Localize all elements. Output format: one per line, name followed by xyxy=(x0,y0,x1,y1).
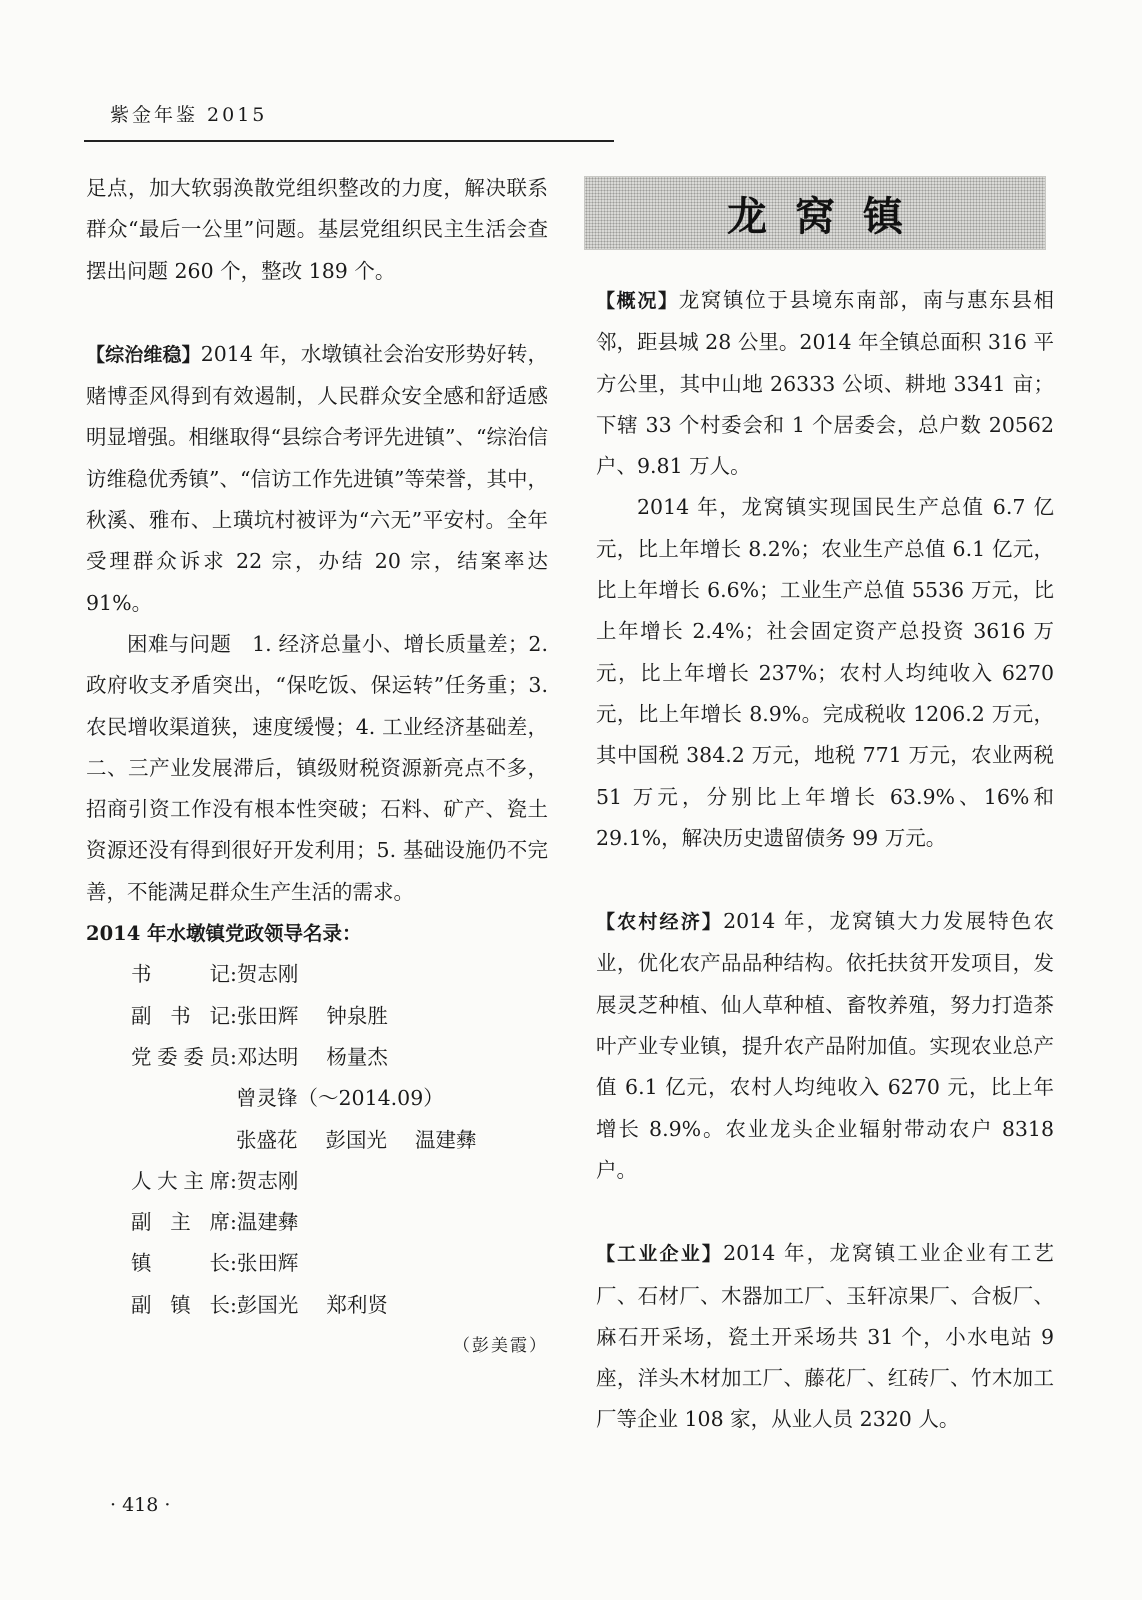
leader-role: 人大主席 xyxy=(131,1168,230,1193)
overview-paragraph xyxy=(596,280,1054,487)
leader-name: 温建彝 xyxy=(236,1210,299,1235)
leader-name: 彭国光 xyxy=(236,1292,299,1317)
leader-name: 彭国光 xyxy=(325,1127,387,1152)
leader-role: 副主席 xyxy=(131,1210,230,1235)
left-column xyxy=(86,168,548,1367)
leader-sep: : xyxy=(230,1210,237,1235)
leader-sep: : xyxy=(230,1044,237,1069)
leader-sep: : xyxy=(230,1003,237,1028)
leaders-title: 2014 年水墩镇党政领导名录： xyxy=(86,922,362,946)
overview-tag: 【概况】 xyxy=(596,290,679,312)
author-credit: （彭美霞） xyxy=(453,1336,548,1357)
leader-name: 温建彝 xyxy=(415,1127,477,1152)
section-title: 龙窝镇 xyxy=(727,193,931,240)
leader-sep: : xyxy=(230,962,237,987)
rural-tag: 【农村经济】 xyxy=(596,911,724,934)
leader-sep: : xyxy=(230,1168,237,1193)
leader-sep: : xyxy=(230,1251,237,1276)
leader-row-committee-cont xyxy=(86,1078,548,1119)
leader-row-vice-mayor xyxy=(86,1285,548,1326)
leader-name: 钟泉胜 xyxy=(326,1003,388,1028)
section-title-banner xyxy=(584,176,1046,250)
overview-text: 龙窝镇位于县境东南部，南与惠东县相邻，距县城 28 公里。2014 年全镇总面积 316 平方公里，其中山地 26333 公顷、耕地 3341 亩；下辖 33 个村委会和 1 个居委会，总户数 20562 户、9.81 万人。 xyxy=(596,288,1054,479)
running-header: 紫金年鉴 2015 xyxy=(110,104,268,126)
leader-row-deputy-secretary xyxy=(86,996,548,1037)
leader-name: 郑利贤 xyxy=(326,1292,388,1317)
leader-name: 张田辉 xyxy=(236,1003,299,1028)
leader-role: 镇长 xyxy=(131,1251,230,1276)
leader-name: 曾灵锋（～2014.09） xyxy=(236,1086,444,1111)
leader-role: 书记 xyxy=(131,962,230,987)
rural-text: 2014 年，龙窝镇大力发展特色农业，优化农产品品种结构。依托扶贫开发项目，发展灵芝种植、仙人草种植、畜牧养殖，努力打造茶叶产业专业镇，提升农产品附加值。实现农业总产值 6.1 亿元，农村人均纯收入 6270 元，比上年增长 8.9%。农业龙头企业辐射带动农户 8318 户。 xyxy=(596,909,1054,1182)
industry-paragraph xyxy=(596,1233,1054,1440)
leader-sep: : xyxy=(230,1292,237,1317)
leaders-list xyxy=(86,954,548,1326)
stability-text: 2014 年，水墩镇社会治安形势好转，赌博歪风得到有效遏制，人民群众安全感和舒适感明显增强。相继取得“县综合考评先进镇”、“综治信访维稳优秀镇”、“信访工作先进镇”等荣誉，其中，秋溪、雅布、上璜坑村被评为“六无”平安村。全年受理群众诉求 22 宗，办结 20 宗，结案率达 91%。 xyxy=(86,341,548,615)
leader-row-secretary xyxy=(86,954,548,995)
leader-role: 党委委员 xyxy=(131,1044,230,1069)
leader-row-committee xyxy=(86,1037,548,1078)
stability-paragraph xyxy=(86,334,548,624)
right-column xyxy=(596,280,1054,1441)
stability-tag: 【综治维稳】 xyxy=(86,343,201,366)
industry-text: 2014 年，龙窝镇工业企业有工艺厂、石材厂、木器加工厂、玉轩凉果厂、合板厂、麻石开采场，瓷土开采场共 31 个，小水电站 9 座，洋头木材加工厂、藤花厂、红砖厂、竹木加工厂等企业 108 家，从业人员 2320 人。 xyxy=(596,1241,1054,1432)
header-rule xyxy=(84,140,614,142)
problems-paragraph: 困难与问题 1. 经济总量小、增长质量差；2. 政府收支矛盾突出，“保吃饭、保运转”任务重；3. 农民增收渠道狭，速度缓慢；4. 工业经济基础差，二、三产业发展滞后，镇级财税资源新亮点不多，招商引资工作没有根本性突破；石料、矿产、瓷土资源还没有得到很好开发利用；5. 基础设施仍不完善，不能满足群众生产生活的需求。 xyxy=(86,631,548,904)
leader-name: 杨量杰 xyxy=(326,1044,388,1069)
leader-row-congress-chair xyxy=(86,1161,548,1202)
continuation-paragraph: 足点，加大软弱涣散党组织整改的力度，解决联系群众“最后一公里”问题。基层党组织民主生活会查摆出问题 260 个，整改 189 个。 xyxy=(86,176,548,283)
leader-name: 贺志刚 xyxy=(236,962,299,987)
page-number: · 418 · xyxy=(110,1494,171,1516)
leader-row-committee-cont xyxy=(86,1120,548,1161)
leader-row-vice-chair xyxy=(86,1202,548,1243)
rural-paragraph xyxy=(596,901,1054,1191)
leader-name: 张田辉 xyxy=(236,1251,299,1276)
economy-paragraph: 2014 年，龙窝镇实现国民生产总值 6.7 亿元，比上年增长 8.2%；农业生产总值 6.1 亿元，比上年增长 6.6%；工业生产总值 5536 万元，比上年增长 2.4%；社会固定资产总投资 3616 万元，比上年增长 237%；农村人均纯收入 6270 元，比上年增长 8.9%。完成税收 1206.2 万元，其中国税 384.2 万元，地税 771 万元，农业两税 51 万元，分别比上年增长 63.9%、16%和 29.1%，解决历史遗留债务 99 万元。 xyxy=(596,495,1054,850)
leader-name: 张盛花 xyxy=(236,1127,298,1152)
leader-role: 副镇长 xyxy=(131,1292,230,1317)
leader-name: 贺志刚 xyxy=(236,1168,299,1193)
leader-row-mayor xyxy=(86,1243,548,1284)
industry-tag: 【工业企业】 xyxy=(596,1243,724,1266)
leader-name: 邓达明 xyxy=(236,1044,299,1069)
leader-role: 副书记 xyxy=(131,1003,230,1028)
